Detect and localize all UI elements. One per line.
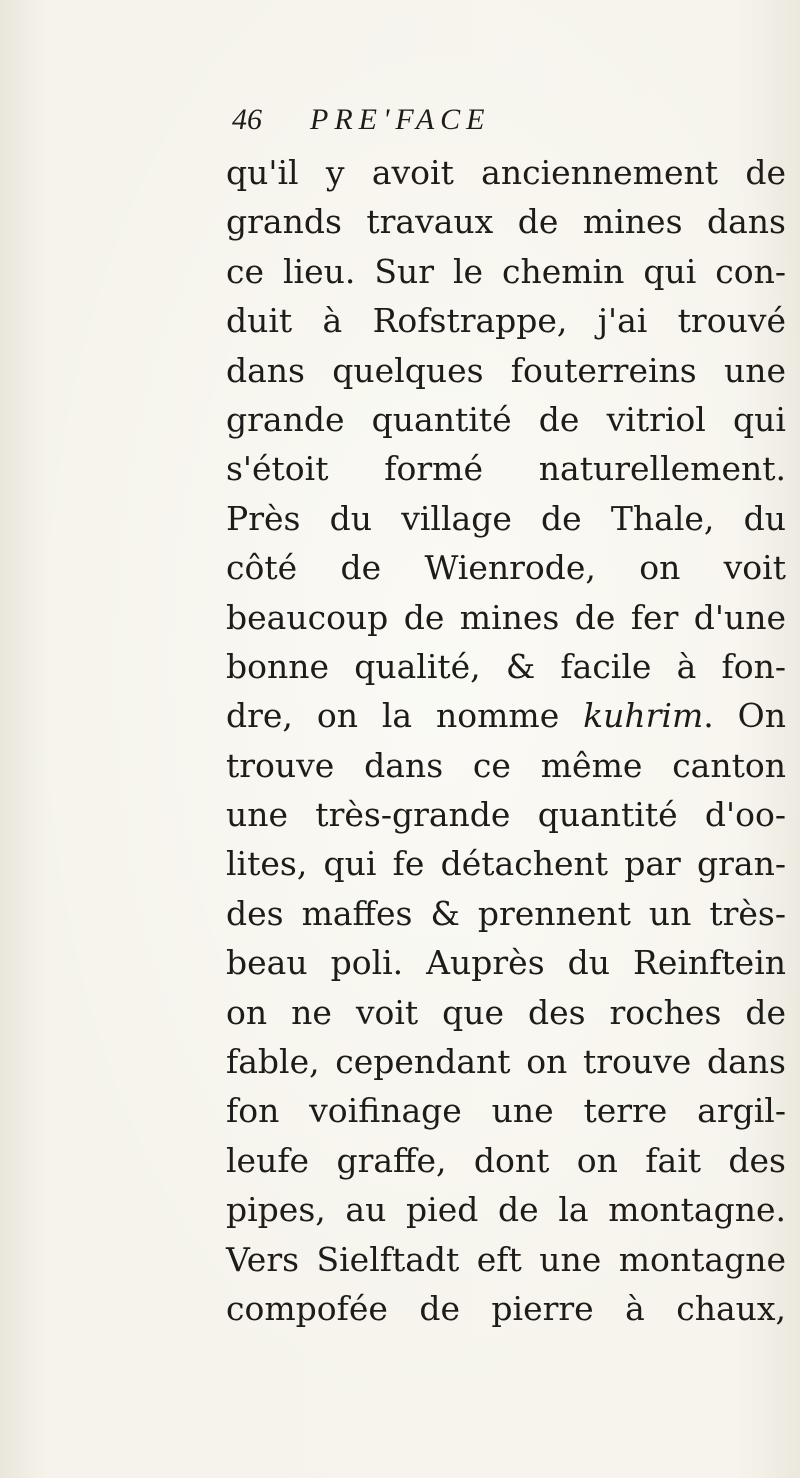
text-line: duit à Rofstrappe, j'ai trouvé xyxy=(226,301,786,341)
italic-term: kuhrim xyxy=(583,696,704,736)
text-fragment: . On xyxy=(703,696,786,736)
text-line: pipes, au pied de la montagne. xyxy=(226,1190,786,1230)
text-line: s'étoit formé naturellement. xyxy=(226,449,786,489)
text-fragment: dre, on la nomme xyxy=(226,696,584,736)
running-title: PRE'FACE xyxy=(310,103,491,136)
text-line-with-italic xyxy=(226,691,786,740)
text-line: beaucoup de mines de fer d'une xyxy=(226,597,786,637)
page-header xyxy=(232,100,792,140)
text-line: lites, qui fe détachent par gran- xyxy=(226,844,786,884)
text-line: dans quelques fouterreins une xyxy=(226,350,786,390)
page-number: 46 xyxy=(232,103,262,136)
text-line: une très-grande quantité d'oo- xyxy=(226,795,786,835)
text-line: des maffes & prennent un très- xyxy=(226,893,786,933)
text-line: trouve dans ce même canton xyxy=(226,745,786,785)
text-line: qu'il y avoit anciennement de xyxy=(226,153,786,192)
text-line: fable, cependant on trouve dans xyxy=(226,1042,786,1082)
text-line: on ne voit que des roches de xyxy=(226,992,786,1032)
text-line: fon voifinage une terre argil- xyxy=(226,1091,786,1131)
text-line: compofée de pierre à chaux, xyxy=(226,1288,786,1328)
text-line: Vers Sielftadt eft une montagne xyxy=(226,1239,786,1279)
text-line: grands travaux de mines dans xyxy=(226,202,786,242)
text-line: côté de Wienrode, on voit xyxy=(226,548,786,588)
text-line: bonne qualité, & facile à fon- xyxy=(226,646,786,686)
text-line: beau poli. Auprès du Reinftein xyxy=(226,943,786,983)
text-line: ce lieu. Sur le chemin qui con- xyxy=(226,251,786,291)
text-line: grande quantité de vitriol qui xyxy=(226,399,786,439)
text-line: leufe graffe, dont on fait des xyxy=(226,1140,786,1180)
body-text xyxy=(226,148,786,1333)
text-line: Près du village de Thale, du xyxy=(226,498,786,538)
